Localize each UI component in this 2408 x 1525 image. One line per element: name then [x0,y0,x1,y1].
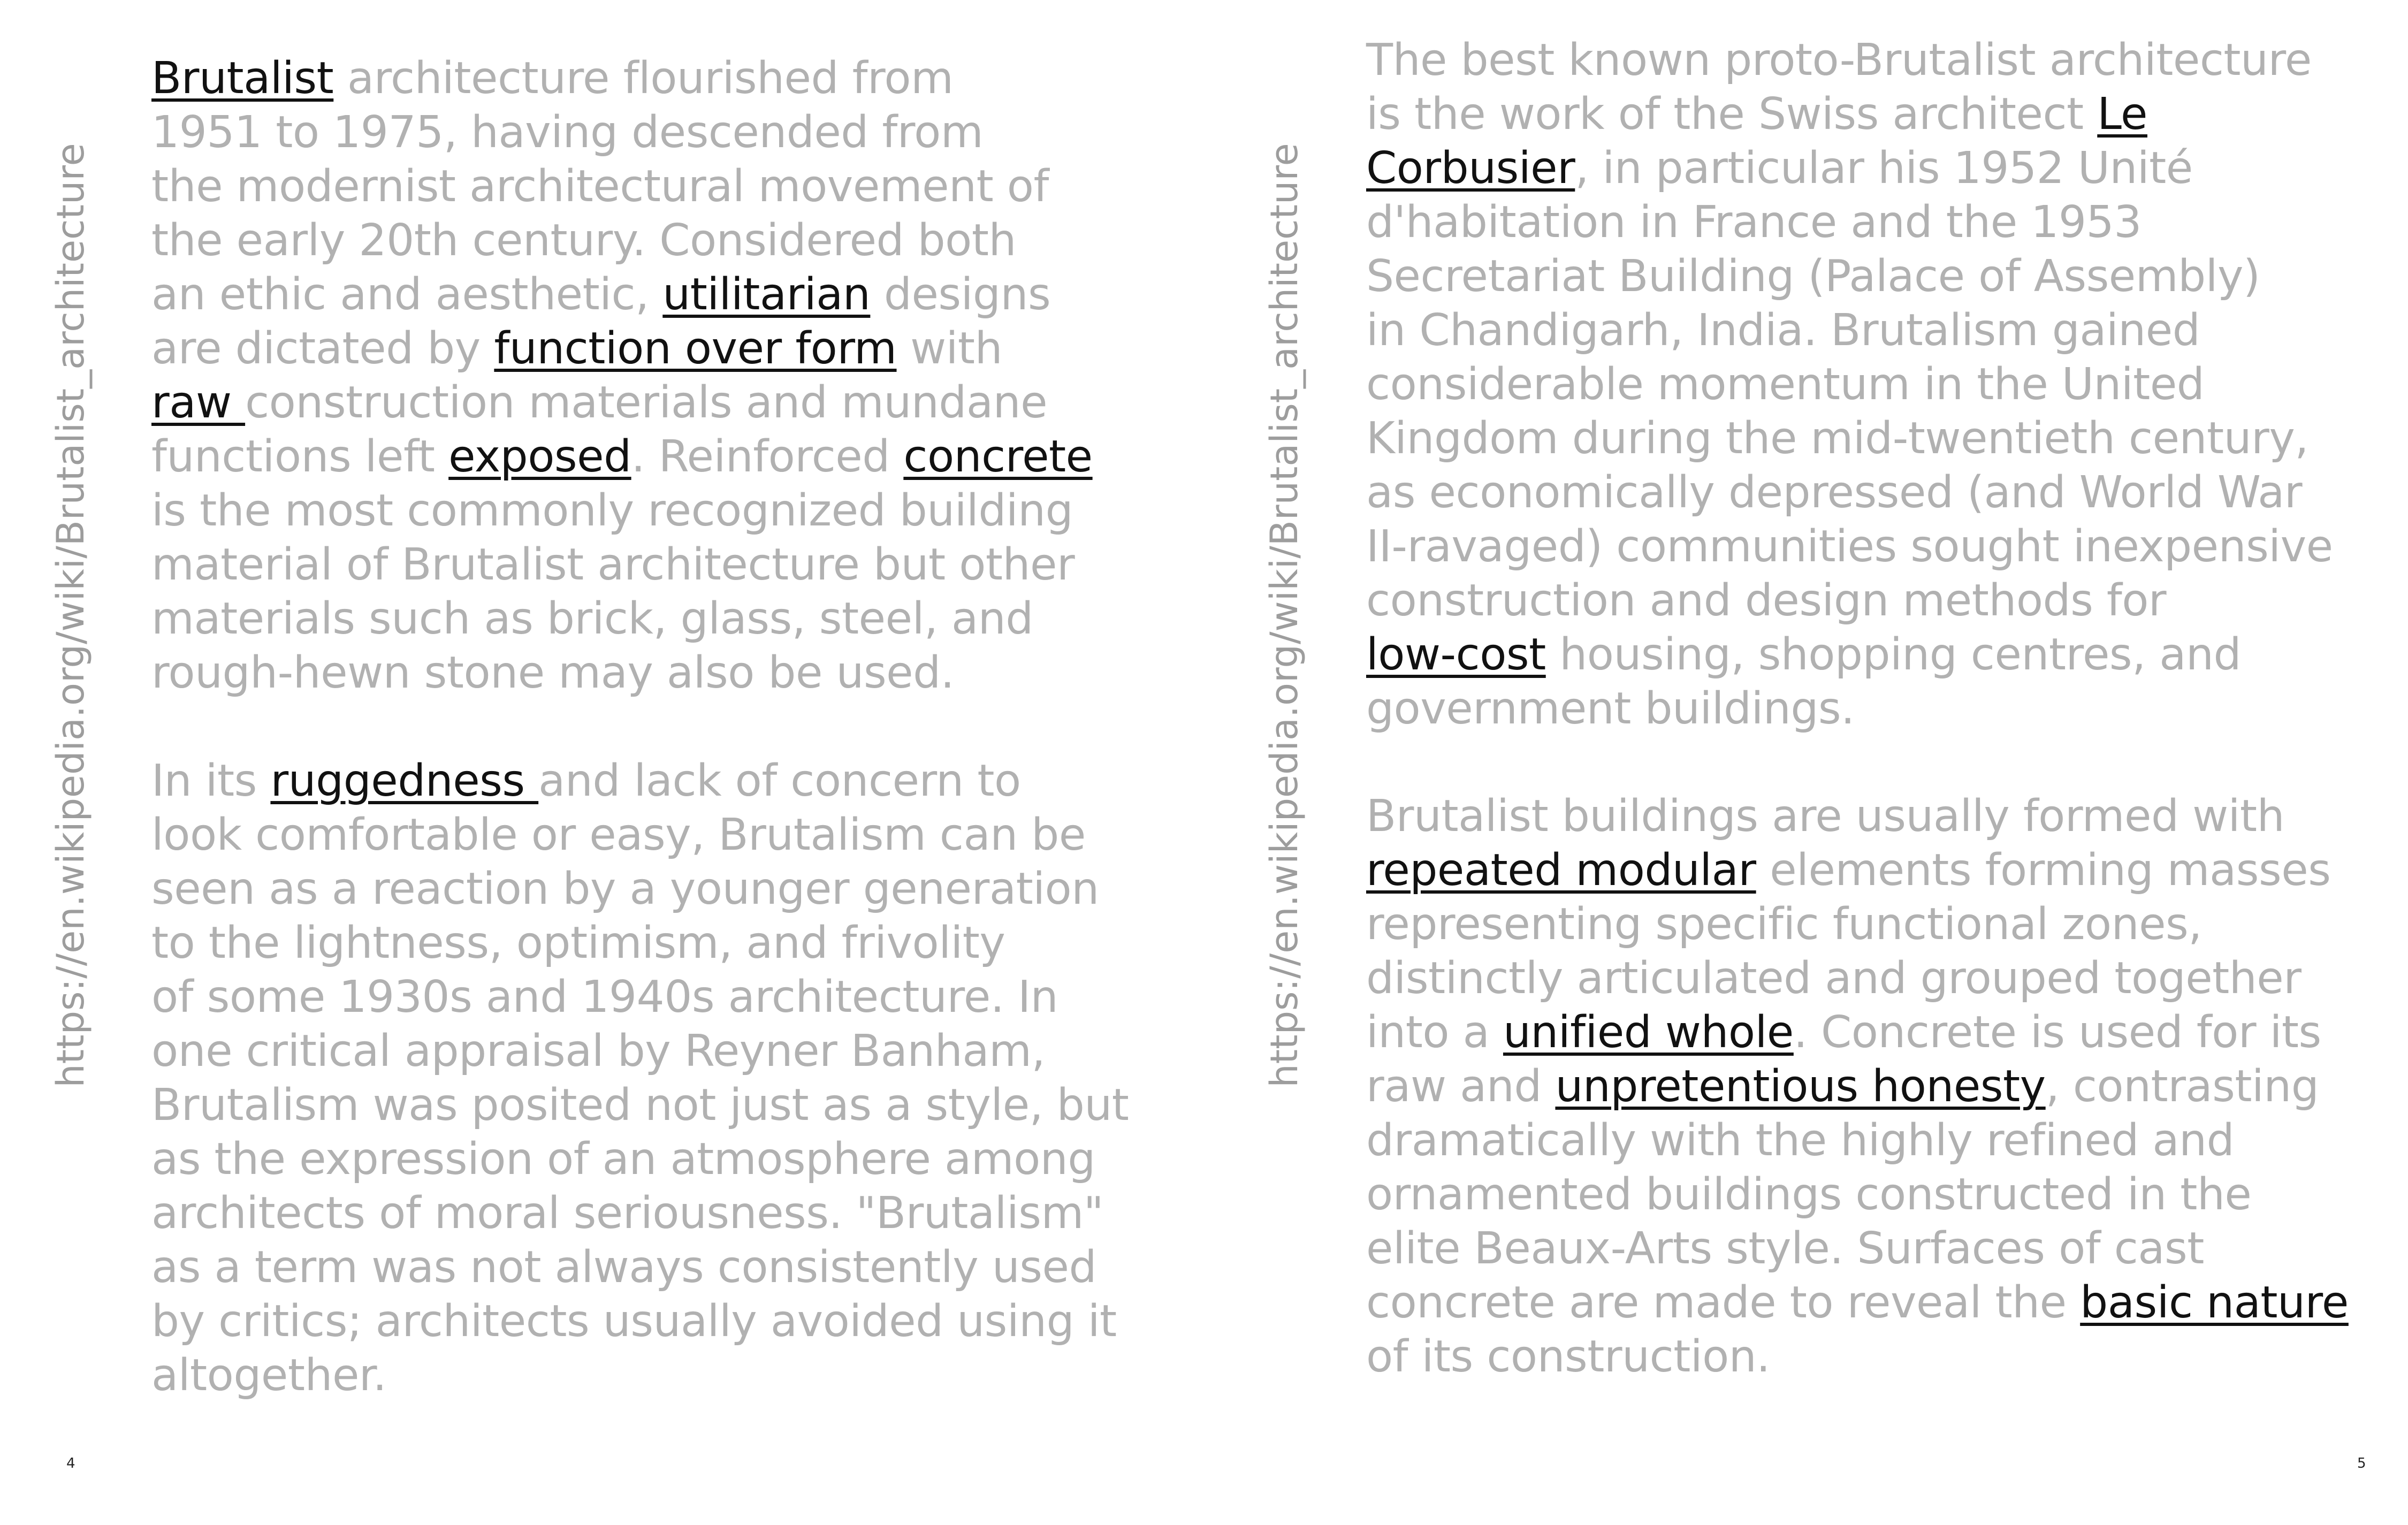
side-source-url: https://en.wikipedia.org/wiki/Brutalist_architecture [49,143,93,1088]
text-line: to the lightness, optimism, and frivolity [151,918,1005,969]
text-fragment: concrete are made to reveal the [1366,1277,2081,1328]
text-fragment: architecture flourished from [333,53,954,104]
text-line [151,430,1093,484]
paragraph-proto-brutalist [1366,33,2333,736]
link-corbusier[interactable]: Corbusier [1366,143,1575,194]
link-raw[interactable]: raw [151,377,246,428]
text-line: government buildings. [1366,683,1855,734]
text-fragment: are dictated by [151,323,494,374]
text-line: the modernist architectural movement of [151,161,1049,212]
text-line: as economically depressed (and World War [1366,467,2303,518]
text-line: Kingdom during the mid-twentieth century, [1366,413,2308,464]
link-ruggedness[interactable]: ruggedness [270,756,539,806]
text-line: 1951 to 1975, having descended from [151,107,984,158]
text-line: by critics; architects usually avoided using it [151,1296,1117,1347]
text-line [1366,1059,2349,1114]
text-fragment: is the work of the Swiss architect [1366,89,2098,140]
text-fragment: , in particular his 1952 Unité [1575,143,2193,194]
text-line: of its construction. [1366,1331,1770,1382]
text-line [1366,1005,2349,1059]
link-unified-whole[interactable]: unified whole [1503,1007,1794,1058]
text-line: construction and design methods for [1366,575,2167,626]
text-fragment: , contrasting [2045,1061,2319,1112]
text-line: look comfortable or easy, Brutalism can be [151,810,1086,860]
link-concrete[interactable]: concrete [903,431,1093,482]
text-line: ornamented buildings constructed in the [1366,1169,2252,1220]
text-fragment: In its [151,756,271,806]
link-repeated-modular[interactable]: repeated modular [1366,845,1756,896]
page-number: 4 [66,1455,75,1471]
text-line: one critical appraisal by Reyner Banham, [151,1026,1046,1077]
text-line [1366,1276,2349,1330]
text-line: is the most commonly recognized building [151,485,1073,536]
text-line: dramatically with the highly refined and [1366,1115,2235,1166]
text-fragment: housing, shopping centres, and [1545,629,2242,680]
text-line: seen as a reaction by a younger generation [151,864,1099,914]
text-line: Secretariat Building (Palace of Assembly) [1366,251,2260,302]
right-page [1204,0,2408,1525]
link-function-over-form[interactable]: function over form [494,323,897,374]
side-source-url: https://en.wikipedia.org/wiki/Brutalist_architecture [1262,143,1306,1088]
text-line: distinctly articulated and grouped together [1366,953,2302,1004]
text-line: the early 20th century. Considered both [151,215,1016,266]
text-line: The best known proto-Brutalist architecture [1366,35,2312,86]
text-line: d'habitation in France and the 1953 [1366,197,2142,248]
text-fragment: designs [870,269,1051,320]
text-line [151,322,1093,376]
text-fragment: raw and [1366,1061,1556,1112]
text-fragment: construction materials and mundane [245,377,1048,428]
text-line: Brutalism was posited not just as a style, but [151,1080,1129,1131]
text-line: II-ravaged) communities sought inexpensive [1366,521,2333,572]
link-exposed[interactable]: exposed [448,431,631,482]
text-line: of some 1930s and 1940s architecture. In [151,972,1058,1023]
link-low-cost[interactable]: low-cost [1366,629,1546,680]
text-fragment: into a [1366,1007,1503,1058]
text-line: representing specific functional zones, [1366,899,2202,950]
text-line [151,754,1129,808]
text-fragment: . Reinforced [631,431,904,482]
text-line: as the expression of an atmosphere among [151,1134,1095,1185]
text-line [151,268,1093,322]
text-line [1366,141,2333,195]
text-line: architects of moral seriousness. "Brutalism" [151,1188,1104,1239]
paragraph-ruggedness [151,754,1129,1402]
text-line: materials such as brick, glass, steel, and [151,593,1033,644]
text-line [1366,87,2333,141]
text-line [151,51,1093,105]
link-le-corbusier[interactable]: Le [2097,89,2147,140]
text-line [1366,843,2349,897]
text-line: considerable momentum in the United [1366,359,2205,410]
text-line [151,376,1093,430]
text-line: altogether. [151,1350,387,1401]
text-line [1366,628,2333,682]
paragraph-modular-elements [1366,789,2349,1384]
text-fragment: functions left [151,431,449,482]
text-line: rough-hewn stone may also be used. [151,647,955,698]
text-line: as a term was not always consistently used [151,1242,1097,1293]
page-number: 5 [2357,1455,2366,1471]
text-fragment: an ethic and aesthetic, [151,269,663,320]
link-basic-nature[interactable]: basic nature [2080,1277,2349,1328]
text-line: material of Brutalist architecture but other [151,539,1075,590]
paragraph-brutalist-intro [151,51,1093,700]
text-fragment: . Concrete is used for its [1793,1007,2321,1058]
text-line: Brutalist buildings are usually formed with [1366,791,2285,842]
link-unpretentious-honesty[interactable]: unpretentious honesty [1555,1061,2046,1112]
link-brutalist[interactable]: Brutalist [151,53,334,104]
text-line: elite Beaux-Arts style. Surfaces of cast [1366,1223,2204,1274]
link-utilitarian[interactable]: utilitarian [662,269,871,320]
text-fragment: elements forming masses [1756,845,2331,896]
text-fragment: and lack of concern to [538,756,1021,806]
text-fragment: with [896,323,1003,374]
text-line: in Chandigarh, India. Brutalism gained [1366,305,2200,356]
